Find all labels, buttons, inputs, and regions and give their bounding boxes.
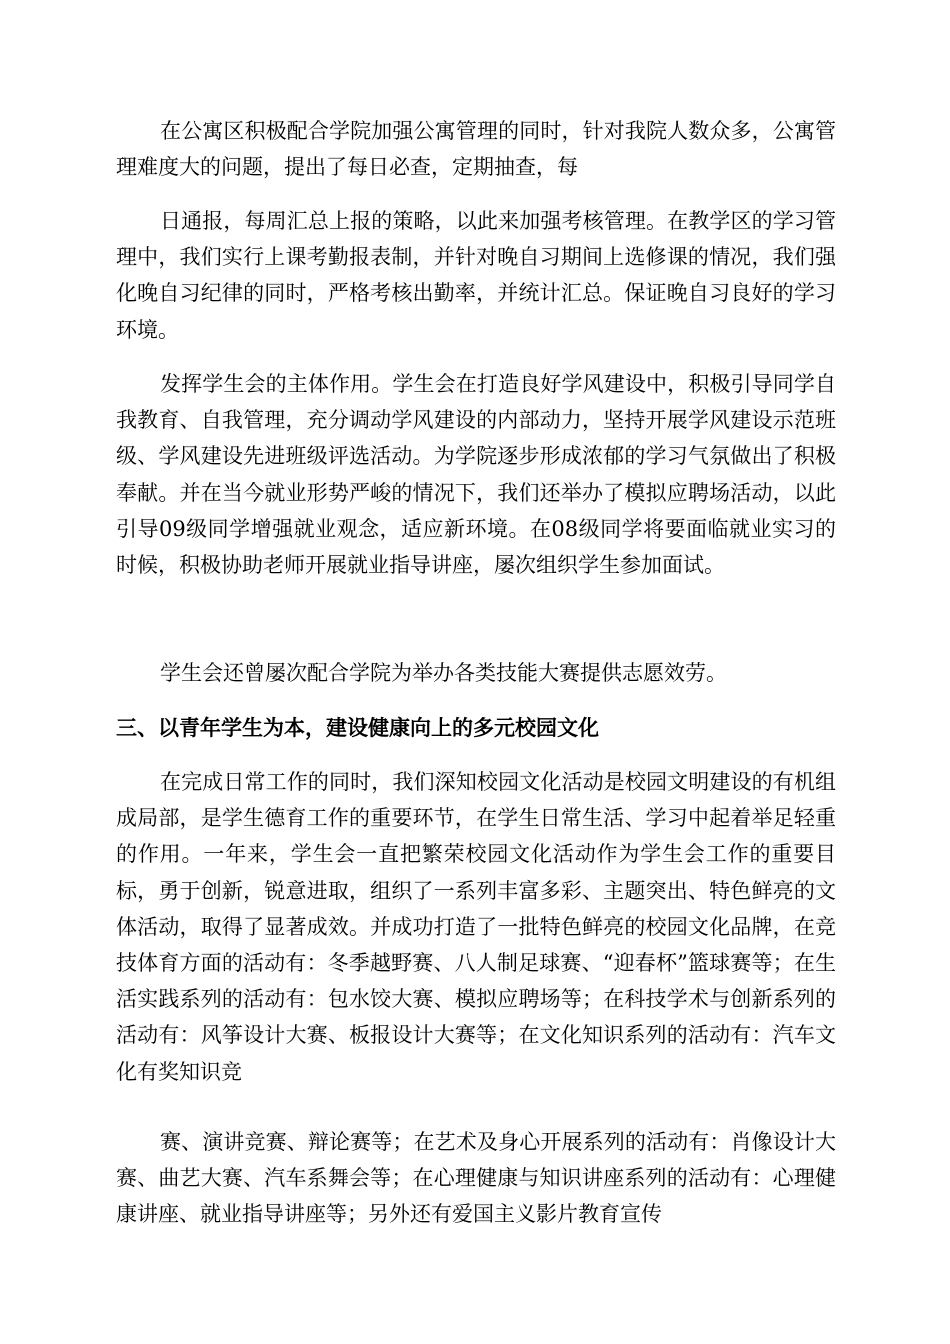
paragraph-dormitory-management: 在公寓区积极配合学院加强公寓管理的同时，针对我院人数众多，公寓管理难度大的问题，提出了每日必查，定期抽查，每 <box>116 119 836 180</box>
paragraph-student-union-role: 发挥学生会的主体作用。学生会在打造良好学风建设中，积极引导同学自我教育、自我管理，充分调动学风建设的内部动力，坚持开展学风建设示范班级、学风建设先进班级评选活动。为学院逐步形成浓郁的学习气氛做出了积极奉献。并在当今就业形势严峻的情况下，我们还举办了模拟应聘场活动，以此引导09级同学增强就业观念，适应新环境。在08级同学将要面临就业实习的时候，积极协助老师开展就业指导讲座，屡次组织学生参加面试。 <box>116 372 836 578</box>
paragraph-campus-activities: 赛、演讲竞赛、辩论赛等；在艺术及身心开展系列的活动有：肖像设计大赛、曲艺大赛、汽车系舞会等；在心理健康与知识讲座系列的活动有：心理健康讲座、就业指导讲座等；另外还有爱国主义影片教育宣传 <box>116 1130 836 1227</box>
paragraph-study-management: 日通报，每周汇总上报的策略，以此来加强考核管理。在教学区的学习管理中，我们实行上课考勤报表制，并针对晚自习期间上选修课的情况，我们强化晚自习纪律的同时，严格考核出勤率，并统计汇总。保证晚自习良好的学习环境。 <box>116 209 836 342</box>
paragraph-campus-culture: 在完成日常工作的同时，我们深知校园文化活动是校园文明建设的有机组成局部，是学生德育工作的重要环节，在学生日常生活、学习中起着举足轻重的作用。一年来，学生会一直把繁荣校园文化活动作为学生会工作的重要目标，勇于创新，锐意进取，组织了一系列丰富多彩、主题突出、特色鲜亮的文体活动，取得了显著成效。并成功打造了一批特色鲜亮的校园文化品牌，在竞技体育方面的活动有：冬季越野赛、八人制足球赛、“迎春杯”篮球赛等；在生活实践系列的活动有：包水饺大赛、模拟应聘场等；在科技学术与创新系列的活动有：风筝设计大赛、板报设计大赛等；在文化知识系列的活动有：汽车文化有奖知识竞 <box>116 770 836 1084</box>
section-heading: 三、以青年学生为本，建设健康向上的多元校园文化 <box>116 716 599 740</box>
paragraph-volunteer-service: 学生会还曾屡次配合学院为举办各类技能大赛提供志愿效劳。 <box>160 661 727 685</box>
